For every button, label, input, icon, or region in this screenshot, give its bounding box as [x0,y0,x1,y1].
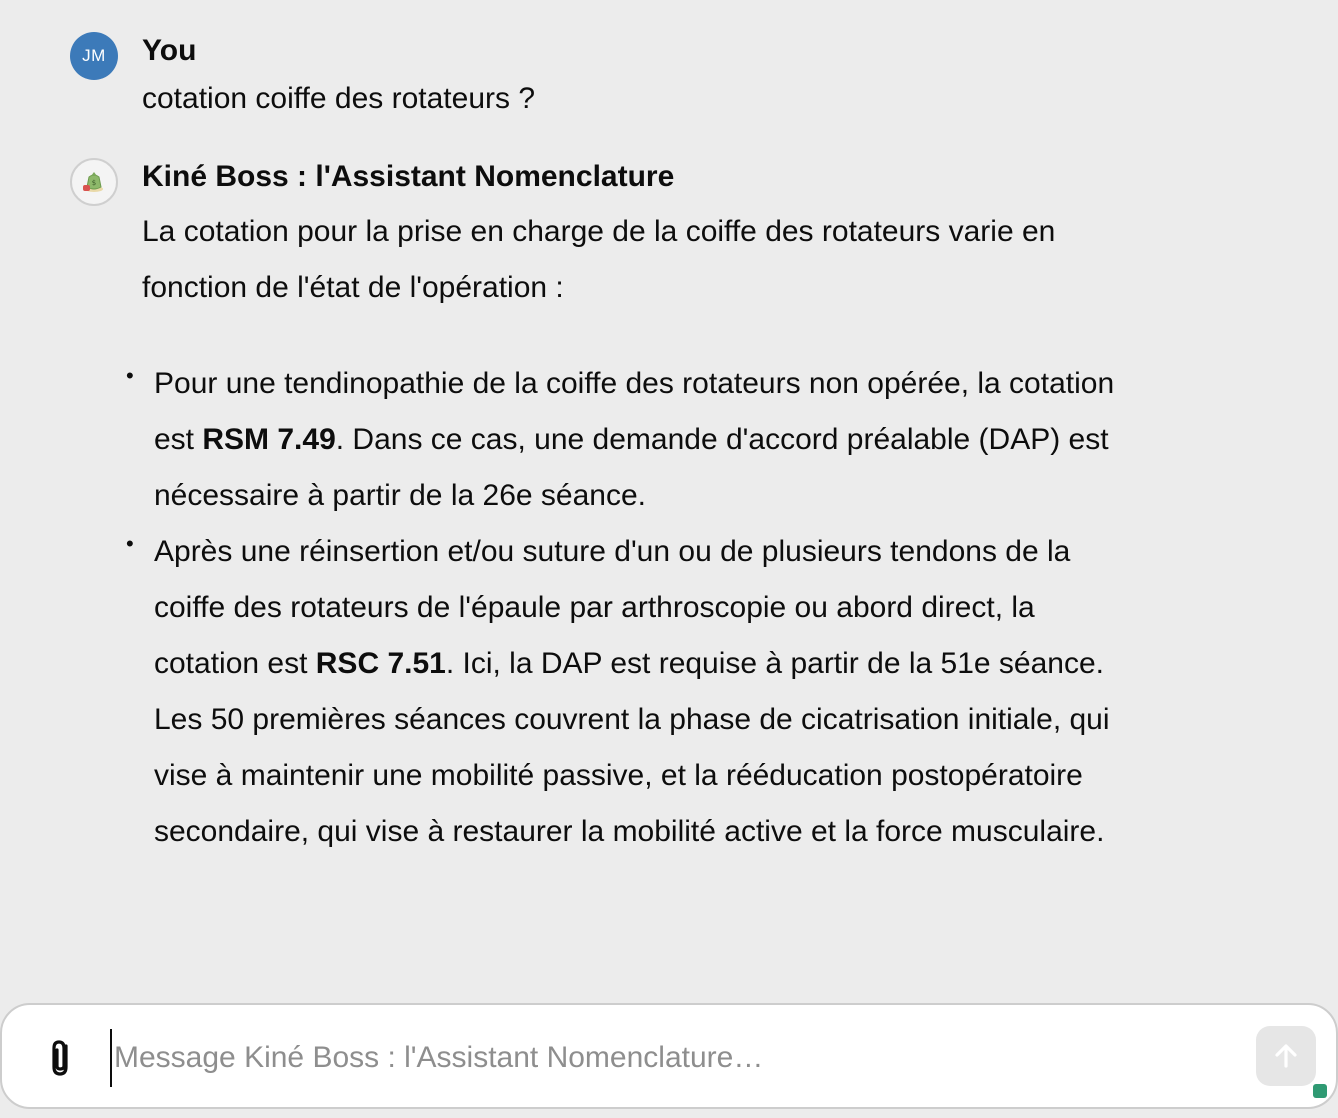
list-item: • Pour une tendinopathie de la coiffe des rotateurs non opérée, la cotation est RSM 7.49. Dans ce cas, une demande d'accord préalable (DAP) est nécessaire à partir de la 26e séance. [126,363,1115,512]
bullet-dot: • [126,531,134,556]
paperclip-icon [45,1037,77,1079]
attach-button[interactable] [40,1035,82,1081]
money-bag-icon [79,167,109,197]
arrow-up-icon [1271,1041,1301,1071]
message-input[interactable] [110,1029,1230,1087]
assistant-author-name: Kiné Boss : l'Assistant Nomenclature [142,160,675,193]
assistant-message [70,158,1170,918]
user-message [70,32,1170,132]
user-avatar [70,32,118,80]
bullet-dot: • [126,363,134,388]
cotation-code: RSC 7.51 [315,647,446,680]
assistant-avatar [70,158,118,206]
status-indicator [1313,1084,1327,1098]
user-message-text: cotation coiffe des rotateurs ? [142,82,536,115]
cotation-code: RSM 7.49 [202,423,336,456]
user-avatar-initials: JM [82,46,106,65]
user-author-name: You [142,34,197,67]
list-item: • Après une réinsertion et/ou suture d'un ou de plusieurs tendons de la coiffe des rotateurs de l'épaule par arthroscopie ou abord direct, la cotation est RSC 7.51. Ici, la DAP est requise à partir de la 51e séance. Les 50 premières séances couvrent la phase de cicatrisation initiale, qui vise à maintenir une mobilité passive, et la rééducation postopératoire secondaire, qui vise à restaurer la mobilité active et la force musculaire. [126,531,1110,848]
assistant-intro-text: La cotation pour la prise en charge de la coiffe des rotateurs varie en fonction de l'état de l'opération : [142,215,1056,304]
send-button[interactable] [1256,1026,1316,1086]
svg-text:$: $ [91,179,97,187]
message-composer [0,1003,1338,1109]
assistant-bullet-list [126,356,1116,860]
